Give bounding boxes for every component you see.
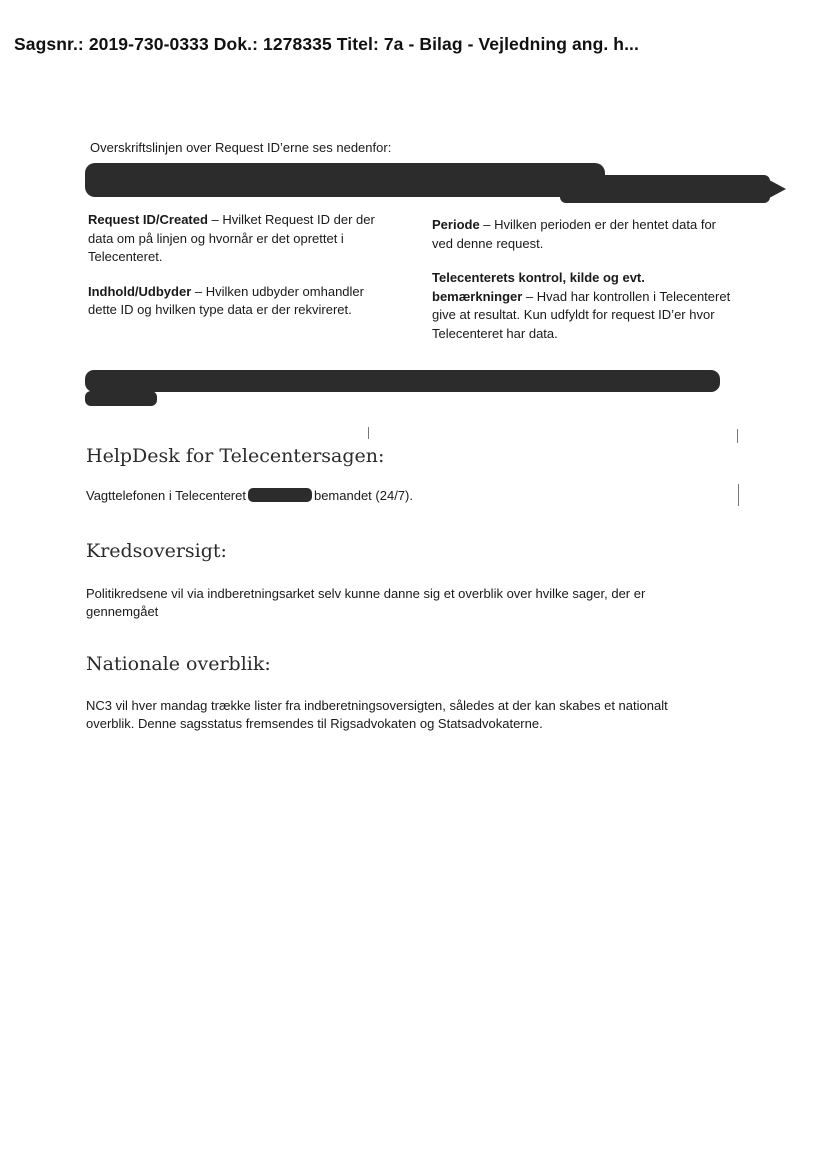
- scan-mark: [737, 429, 738, 443]
- document-header: Sagsnr.: 2019-730-0333 Dok.: 1278335 Titel: 7a - Bilag - Vejledning ang. h...: [14, 34, 639, 54]
- table-caption: Overskriftslinjen over Request ID’erne ses nedenfor:: [90, 140, 392, 155]
- national-text: NC3 vil hver mandag trække lister fra indberetningsoversigten, således at der kan skabes et nationalt overblik. Denne sagsstatus fremsendes til Rigsadvokaten og Statsadvokaterne.: [86, 698, 668, 731]
- description-kontrol: Telecenterets kontrol, kilde og evt. bemærkninger – Hvad har kontrollen i Telecenteret give at resultat. Kun udfyldt for request ID’er hvor Telecenteret har data.: [432, 270, 731, 341]
- scan-mark: [368, 427, 369, 439]
- description-request-id: Request ID/Created – Hvilket Request ID der der data om på linjen og hvornår er det oprettet i Telecenteret.: [88, 212, 375, 264]
- helpdesk-heading: HelpDesk for Telecentersagen:: [86, 445, 385, 467]
- national-heading: Nationale overblik:: [86, 653, 271, 675]
- redacted-header-bar-arrow: [760, 175, 786, 203]
- redacted-line-2: [85, 391, 157, 406]
- description-indhold: Indhold/Udbyder – Hvilken udbyder omhandler dette ID og hvilken type data er der rekvireret.: [88, 283, 364, 317]
- kreds-heading: Kredsoversigt:: [86, 540, 227, 562]
- description-periode: Periode – Hvilken perioden er der hentet data for ved denne request.: [432, 217, 716, 251]
- redacted-header-bar: [85, 163, 605, 197]
- redacted-line-1: [85, 370, 720, 392]
- kreds-text: Politikredsene vil via indberetningsarket selv kunne danne sig et overblik over hvilke sager, der er gennemgået: [86, 586, 646, 619]
- description-right-column: [432, 216, 732, 359]
- redacted-header-bar-tail: [560, 175, 770, 203]
- redacted-phone-number: [248, 488, 312, 502]
- description-left-column: [88, 211, 393, 336]
- helpdesk-text: Vagttelefonen i Telecenteret bemandet (24/7).: [86, 488, 413, 503]
- scan-mark: [738, 484, 739, 506]
